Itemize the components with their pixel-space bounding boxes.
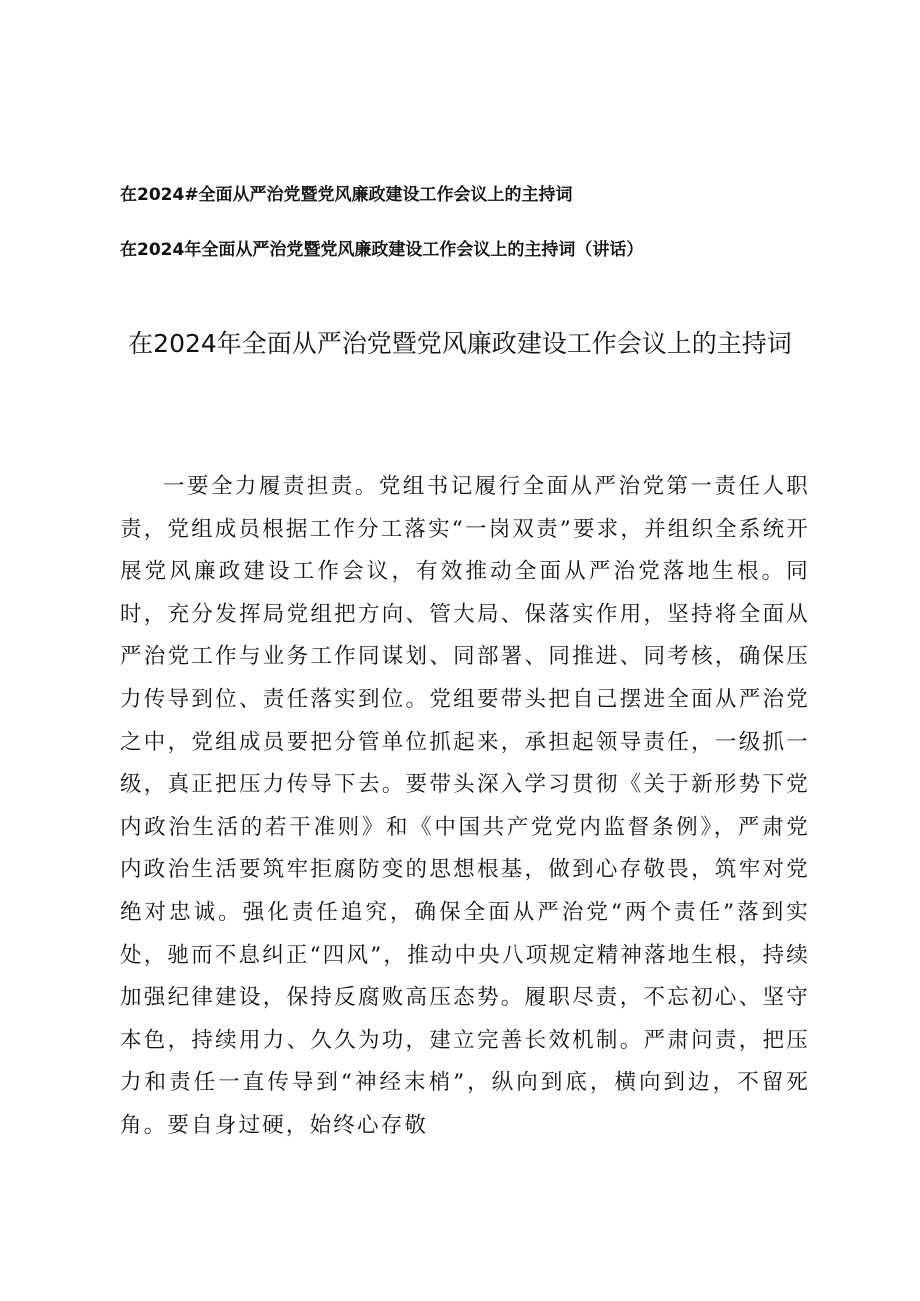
toc-entry-2: 在2024年全面从严治党暨党风廉政建设工作会议上的主持词（讲话） xyxy=(120,240,644,260)
document-title: 在2024年全面从严治党暨党风廉政建设工作会议上的主持词 xyxy=(128,329,792,358)
body-paragraph: 一要全力履责担责。党组书记履行全面从严治党第一责任人职责，党组成员根据工作分工落实“一岗双责”要求，并组织全系统开展党风廉政建设工作会议，有效推动全面从严治党落地生根。同时，充分发挥局党组把方向、管大局、保落实作用，坚持将全面从严治党工作与业务工作同谋划、同部署、同推进、同考核，确保压力传导到位、责任落实到位。党组要带头把自己摆进全面从严治党之中，党组成员要把分管单位抓起来，承担起领导责任，一级抓一级，真正把压力传导下去。要带头深入学习贯彻《关于新形势下党内政治生活的若干准则》和《中国共产党党内监督条例》，严肃党内政治生活要筑牢拒腐防变的思想根基，做到心存敬畏，筑牢对党绝对忠诚。强化责任追究，确保全面从严治党“两个责任”落到实处，驰而不息纠正“四风”，推动中央八项规定精神落地生根，持续加强纪律建设，保持反腐败高压态势。履职尽责，不忘初心、坚守本色，持续用力、久久为功，建立完善长效机制。严肃问责，把压力和责任一直传导到“神经末梢”，纵向到底，横向到边，不留死角。要自身过硬，始终心存敬 xyxy=(120,474,810,1138)
toc-entry-1: 在2024#全面从严治党暨党风廉政建设工作会议上的主持词 xyxy=(120,185,573,205)
